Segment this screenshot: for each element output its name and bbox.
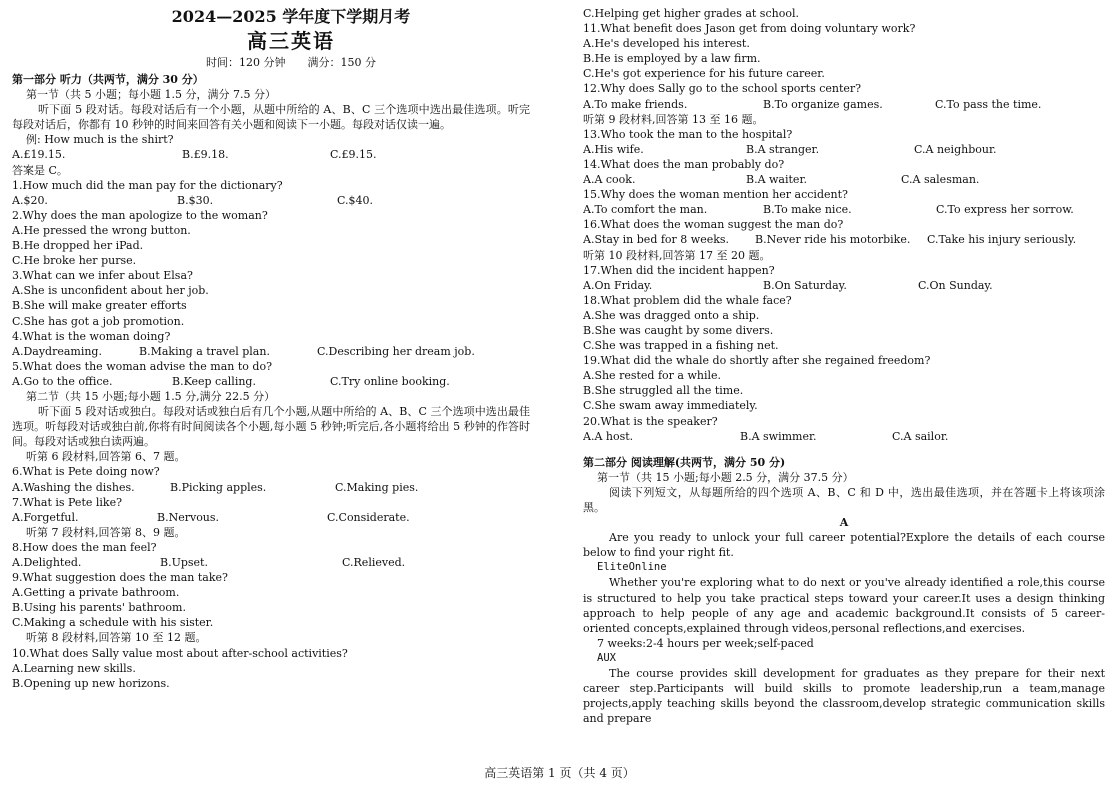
option: A.To comfort the man. — [583, 203, 708, 217]
option: A.Daydreaming. — [12, 344, 102, 358]
question-11: 11.What benefit does Jason get from doing voluntary work? — [583, 22, 916, 36]
option: A.She was dragged onto a ship. — [583, 308, 760, 322]
option: C.A salesman. — [901, 173, 980, 187]
options-16 — [583, 232, 1105, 247]
material-9: 听第 9 段材料,回答第 13 至 16 题。 — [583, 112, 764, 126]
course-info-eliteonline: 7 weeks:2-4 hours per week;self-paced — [597, 636, 814, 650]
option: B.To make nice. — [763, 203, 852, 217]
example-answer: 答案是 C。 — [12, 163, 68, 177]
exam-meta: 时间：120 分钟 满分：150 分 — [206, 56, 376, 69]
passage-label: A — [839, 516, 849, 530]
option: B.Keep calling. — [172, 374, 256, 388]
question-1: 1.How much did the man pay for the dictionary? — [12, 178, 283, 192]
example-question: 例: How much is the shirt? — [26, 133, 174, 147]
option: A.She is unconfident about her job. — [12, 284, 209, 298]
question-6: 6.What is Pete doing now? — [12, 465, 160, 479]
option: A.Learning new skills. — [12, 661, 136, 675]
option: C.Relieved. — [342, 556, 406, 569]
material-8: 听第 8 段材料,回答第 10 至 12 题。 — [26, 631, 207, 645]
option: B.Upset. — [160, 556, 208, 569]
question-16: 16.What does the woman suggest the man do? — [583, 218, 844, 232]
options-8 — [12, 555, 530, 570]
option: A.He pressed the wrong button. — [12, 223, 191, 237]
course-name-eliteonline: EliteOnline — [597, 561, 667, 574]
question-2: 2.Why does the man apologize to the woman? — [12, 208, 268, 222]
option: A.Washing the dishes. — [12, 480, 135, 494]
option: B.She struggled all the time. — [583, 384, 744, 398]
option: A.Delighted. — [12, 556, 82, 569]
option: C.Helping get higher grades at school. — [583, 7, 799, 20]
option: C.She swam away immediately. — [583, 399, 758, 413]
option: A.On Friday. — [583, 278, 653, 292]
option: B.On Saturday. — [763, 278, 847, 292]
material-7: 听第 7 段材料,回答第 8、9 题。 — [26, 525, 186, 539]
option: A.He's developed his interest. — [583, 37, 750, 51]
option: B.Never ride his motorbike. — [755, 233, 911, 247]
question-19: 19.What did the whale do shortly after she regained freedom? — [583, 354, 931, 368]
option: A.A host. — [583, 429, 634, 443]
option: B.£9.18. — [182, 148, 229, 162]
option: C.$40. — [337, 193, 374, 207]
question-3: 3.What can we infer about Elsa? — [12, 269, 193, 283]
option: C.Making a schedule with his sister. — [12, 616, 214, 630]
options-6 — [12, 480, 530, 495]
options-1 — [12, 193, 530, 208]
material-6: 听第 6 段材料,回答第 6、7 题。 — [26, 450, 186, 464]
part2-section1-heading: 第一节（共 15 小题;每小题 2.5 分，满分 37.5 分） — [597, 470, 854, 484]
option: B.He dropped her iPad. — [12, 239, 144, 253]
option: A.Go to the office. — [12, 374, 113, 388]
page-footer: 高三英语第 1 页（共 4 页） — [484, 766, 635, 780]
question-9: 9.What suggestion does the man take? — [12, 571, 228, 585]
option: B.Nervous. — [157, 510, 220, 524]
option: B.To organize games. — [763, 97, 883, 111]
option: C.A neighbour. — [914, 142, 997, 156]
question-12: 12.Why does Sally go to the school sports center? — [583, 82, 862, 96]
option: A.Stay in bed for 8 weeks. — [583, 233, 730, 247]
option: B.A swimmer. — [740, 429, 817, 443]
option: B.A waiter. — [746, 173, 807, 187]
exam-subject: 高三英语 — [247, 29, 335, 53]
question-20: 20.What is the speaker? — [583, 414, 718, 428]
question-7: 7.What is Pete like? — [12, 495, 122, 509]
part1-heading: 第一部分 听力（共两节，满分 30 分） — [12, 73, 204, 86]
question-8: 8.How does the man feel? — [12, 540, 157, 554]
option: C.To pass the time. — [935, 97, 1042, 111]
option: A.A cook. — [583, 173, 636, 187]
option: A.Forgetful. — [12, 510, 79, 524]
option: C.To express her sorrow. — [936, 203, 1074, 217]
options-17 — [583, 278, 1105, 293]
option: B.Making a travel plan. — [139, 344, 270, 358]
options-7 — [12, 510, 530, 525]
option: A.$20. — [12, 193, 48, 207]
option: C.Take his injury seriously. — [927, 233, 1077, 247]
option: B.He is employed by a law firm. — [583, 52, 761, 66]
option: C.Describing her dream job. — [317, 344, 475, 358]
section1-heading: 第一节（共 5 小题；每小题 1.5 分，满分 7.5 分） — [26, 88, 276, 102]
options-4 — [12, 344, 530, 359]
options-13 — [583, 142, 1105, 157]
section1-instructions: 听下面 5 段对话。每段对话后有一个小题，从题中所给的 A、B、C 三个选项中选出最佳选项。听完每段对话后，你都有 10 秒钟的时间来回答有关小题和阅读下一小题。每段对话仅读一遍。 — [12, 103, 530, 132]
option: C.£9.15. — [330, 148, 377, 162]
option: B.Opening up new horizons. — [12, 676, 170, 690]
option: B.She was caught by some divers. — [583, 323, 774, 337]
section2-instructions: 听下面 5 段对话或独白。每段对话或独白后有几个小题,从题中所给的 A、B、C 三个选项中选出最佳选项。听每段对话或独白前,你将有时间阅读各个小题,每小题 5 秒钟;听完后,各小题将给出 5 秒钟的作答时间。每段对话或独白读两遍。 — [12, 405, 530, 449]
option: C.She was trapped in a fishing net. — [583, 339, 779, 353]
question-4: 4.What is the woman doing? — [12, 329, 171, 343]
option: C.Making pies. — [335, 480, 419, 494]
part2-instructions: 阅读下列短文，从每题所给的四个选项 A、B、C 和 D 中，选出最佳选项，并在答题卡上将该项涂黑。 — [583, 485, 1105, 514]
section2-heading: 第二节（共 15 小题;每小题 1.5 分,满分 22.5 分） — [26, 389, 276, 403]
right-column — [583, 6, 1105, 726]
option: B.Picking apples. — [170, 480, 267, 494]
course-description-eliteonline: Whether you're exploring what to do next or you've already identified a role,this course is structured to help you take practical steps toward your career.It uses a design thinking approach to help people of any age and academic background.It consists of 5 career- oriented concepts,explained through videos,personal reflections,and exercises. — [583, 576, 1105, 635]
question-13: 13.Who took the man to the hospital? — [583, 127, 793, 141]
option: C.A sailor. — [892, 429, 949, 443]
question-17: 17.When did the incident happen? — [583, 263, 775, 277]
option: B.She will make greater efforts — [12, 299, 187, 313]
option: A.Getting a private bathroom. — [12, 586, 180, 600]
option: A.To make friends. — [583, 97, 688, 111]
options-15 — [583, 202, 1105, 217]
question-10: 10.What does Sally value most about after-school activities? — [12, 646, 348, 660]
exam-title: 2024—2025 学年度下学期月考 — [171, 7, 411, 26]
question-15: 15.Why does the woman mention her accident? — [583, 188, 848, 202]
options-12 — [583, 97, 1105, 112]
option: A.She rested for a while. — [583, 369, 721, 383]
question-18: 18.What problem did the whale face? — [583, 293, 792, 307]
option: A.£19.15. — [12, 148, 66, 162]
options-5 — [12, 374, 530, 389]
option: C.Considerate. — [327, 510, 410, 524]
option: C.He broke her purse. — [12, 254, 137, 268]
part2-heading: 第二部分 阅读理解(共两节，满分 50 分) — [583, 455, 786, 469]
option: C.Try online booking. — [330, 374, 450, 388]
question-5: 5.What does the woman advise the man to do? — [12, 359, 272, 373]
option: C.She has got a job promotion. — [12, 314, 185, 328]
options-14 — [583, 172, 1105, 187]
option: B.$30. — [177, 193, 214, 207]
example-options — [12, 147, 530, 162]
material-10: 听第 10 段材料,回答第 17 至 20 题。 — [583, 248, 771, 262]
passage-intro: Are you ready to unlock your full career potential?Explore the details of each course below to find your right fit. — [583, 531, 1105, 560]
option: C.He's got experience for his future career. — [583, 67, 825, 81]
option: C.On Sunday. — [918, 278, 993, 292]
question-14: 14.What does the man probably do? — [583, 157, 785, 171]
course-description-aux: The course provides skill development for graduates as they prepare for their next career step.Participants will build skills to promote leadership,run a team,manage projects,apply teaching skills beyond the classroom,develop strategic communication skills and prepare — [583, 667, 1105, 726]
options-20 — [583, 429, 1105, 444]
option: B.A stranger. — [746, 142, 820, 156]
option: A.His wife. — [583, 142, 644, 156]
left-column — [12, 0, 530, 691]
option: B.Using his parents' bathroom. — [12, 601, 186, 615]
course-name-aux: AUX — [597, 651, 616, 664]
